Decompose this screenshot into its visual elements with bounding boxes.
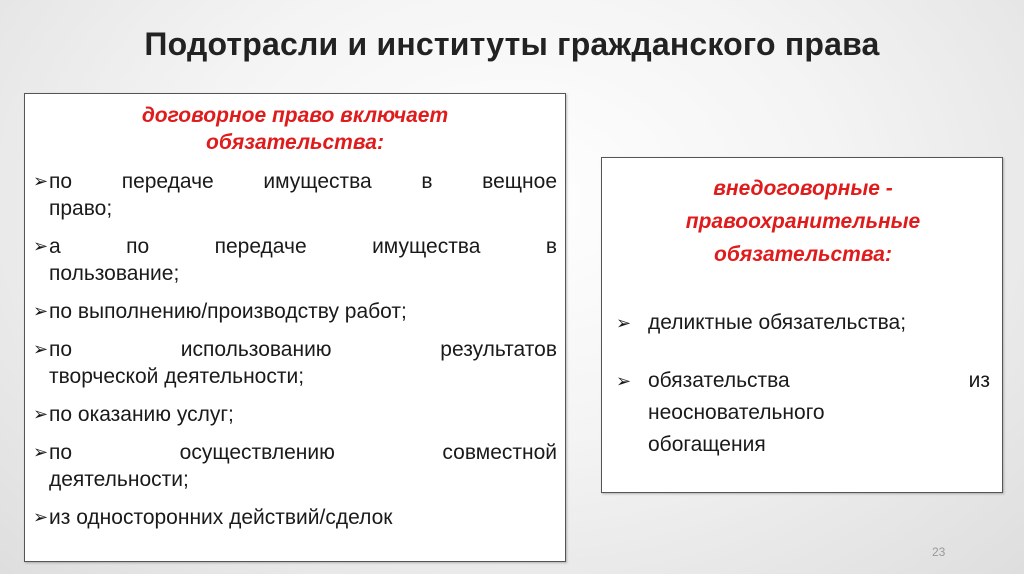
arrowhead-bullet-icon: ➢ — [616, 371, 632, 391]
list-item — [616, 365, 990, 461]
contract-law-heading-line1: договорное право включает — [141, 104, 449, 127]
arrowhead-bullet-icon: ➢ — [616, 313, 632, 333]
list-item-line1: по использованию результатов — [49, 338, 557, 361]
contract-law-heading — [33, 102, 557, 156]
list-item — [33, 168, 557, 222]
arrowhead-bullet-icon: ➢ — [33, 339, 49, 359]
arrowhead-bullet-icon: ➢ — [33, 171, 49, 191]
arrowhead-bullet-icon: ➢ — [33, 236, 49, 256]
list-item-line3: обогащения — [648, 433, 766, 456]
list-item — [33, 233, 557, 287]
non-contract-heading-line2: правоохранительные — [685, 210, 921, 233]
non-contract-heading-line1: внедоговорные - — [713, 177, 893, 200]
non-contract-obligations-list — [616, 307, 990, 461]
arrowhead-bullet-icon: ➢ — [33, 442, 49, 462]
list-item-line1: по осуществлению совместной — [49, 441, 557, 464]
list-item — [33, 298, 557, 325]
list-item — [33, 336, 557, 390]
list-item-line1: а по передаче имущества в — [49, 235, 557, 258]
list-item-line2: неосновательного — [648, 401, 825, 424]
list-item-line2: пользование; — [49, 262, 180, 285]
page-number: 23 — [932, 545, 946, 559]
arrowhead-bullet-icon: ➢ — [33, 301, 49, 321]
list-item-line1: деликтные обязательства; — [648, 311, 907, 334]
non-contract-heading-line3: обязательства: — [714, 243, 892, 266]
non-contract-heading — [616, 172, 990, 271]
list-item-line1: обязательства из — [648, 369, 990, 392]
contract-law-box — [24, 93, 566, 562]
list-item — [33, 439, 557, 493]
slide-title: Подотрасли и институты гражданского права — [144, 26, 880, 62]
list-item — [616, 307, 990, 339]
list-item-line1: по передаче имущества в вещное — [49, 170, 557, 193]
list-item-line1: по оказанию услуг; — [49, 403, 234, 426]
arrowhead-bullet-icon: ➢ — [33, 404, 49, 424]
list-item-line2: творческой деятельности; — [49, 365, 305, 388]
list-item-line2: деятельности; — [49, 468, 189, 491]
list-item-line2: право; — [49, 197, 113, 220]
arrowhead-bullet-icon: ➢ — [33, 507, 49, 527]
list-item-line1: из односторонних действий/сделок — [49, 506, 393, 529]
contract-obligations-list — [33, 168, 557, 531]
list-item — [33, 401, 557, 428]
non-contract-obligations-box — [601, 157, 1003, 493]
contract-law-heading-line2: обязательства: — [206, 131, 384, 154]
list-item — [33, 504, 557, 531]
list-item-line1: по выполнению/производству работ; — [49, 300, 407, 323]
